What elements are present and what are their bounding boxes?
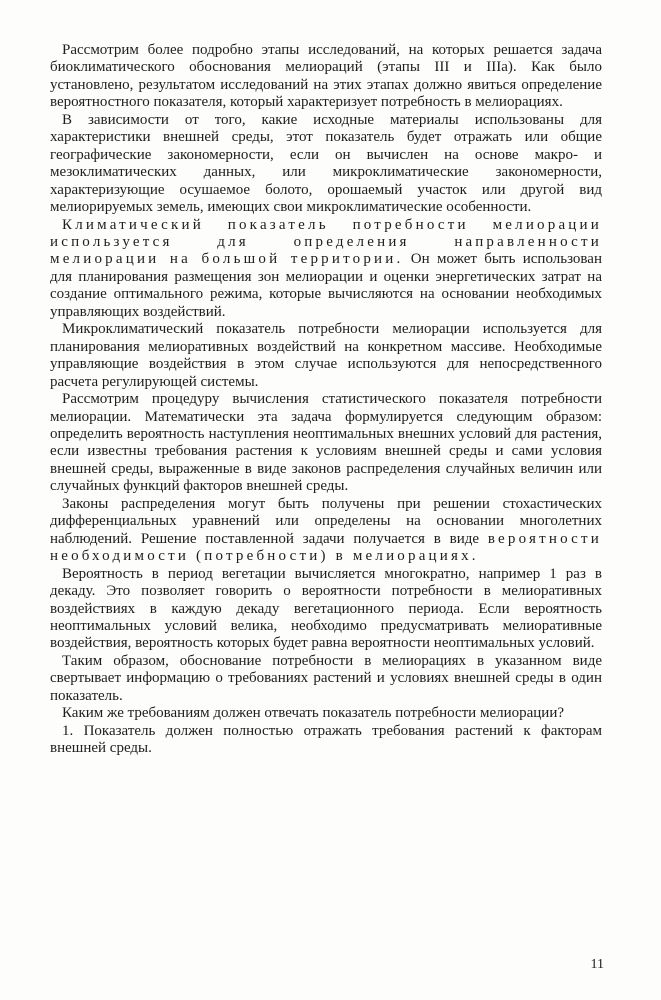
paragraph-8: Таким образом, обоснование потребности в мелиорациях в указанном виде свертывает информацию о требованиях растений и условиях внешней среды в один показатель. xyxy=(50,652,602,704)
emphasized-text: Климатический показатель потребности мелиорации используется для определения направленности мелиорации на большой территории. xyxy=(50,216,602,268)
paragraph-6-text: Законы распределения могут быть получены при решении стохастических дифференциальных уравнений или определены на основании многолетних наблюдений. Решение поставленной задачи получается в виде xyxy=(50,495,602,547)
paragraph-9: Каким же требованиям должен отвечать показатель потребности мелиорации? xyxy=(62,705,565,722)
paragraph-3 xyxy=(50,217,602,322)
body-text xyxy=(50,42,602,758)
paragraph-5: Рассмотрим процедуру вычисления статистического показателя потребности мелиорации. Математически эта задача формулируется следующим образом: определить вероятность наступления неоптимальных внешних условий для растения, если известны требования растения к условиям внешней среды и сами условия внешней среды, выраженные в виде законов распределения случайных величин или случайных функций факторов внешней среды. xyxy=(50,391,602,495)
paragraph-3-rest: Он может быть использован для планирования размещения зон мелиорации и оценки энергетических затрат на создание оптимального режима, которые вычисляются на основании необходимых управляющих воздействий. xyxy=(50,251,602,320)
emphasized-text: вероятности необходимости (потребности) в мелиорациях. xyxy=(50,530,602,565)
paragraph-10: 1. Показатель должен полностью отражать требования растений к факторам внешней среды. xyxy=(50,722,602,757)
paragraph-7: Вероятность в период вегетации вычисляется многократно, например 1 раз в декаду. Это позволяет говорить о вероятности потребности в мелиоративных воздействиях в каждую декаду вегетационного периода. Если вероятность неоптимальных условий велика, необходимо предусматривать мелиоративные воздействия, вероятность которых будет равна вероятности неоптимальных условий. xyxy=(50,565,602,652)
paragraph-2: В зависимости от того, какие исходные материалы использованы для характеристики внешней среды, этот показатель будет отражать или общие географические закономерности, если он вычислен на основе макро- и мезоклиматических данных, или микроклиматические закономерности, характеризующие осушаемое болото, орошаемый участок или другой вид мелиорируемых земель, имеющих свои микроклиматические особенности. xyxy=(50,111,602,216)
paragraph-4: Микроклиматический показатель потребности мелиорации используется для планирования мелиоративных воздействий на конкретном массиве. Необходимые управляющие воздействия в этом случае используются для непосредственного расчета регулирующей системы. xyxy=(50,321,602,390)
page-number: 11 xyxy=(590,957,604,972)
paragraph-1: Рассмотрим более подробно этапы исследований, на которых решается задача биоклиматического обоснования мелиораций (этапы III и IIIа). Как было установлено, результатом исследований на этих этапах должно явиться определение вероятностного показателя, который характеризует потребность в мелиорациях. xyxy=(50,42,602,111)
paragraph-6 xyxy=(50,496,602,566)
